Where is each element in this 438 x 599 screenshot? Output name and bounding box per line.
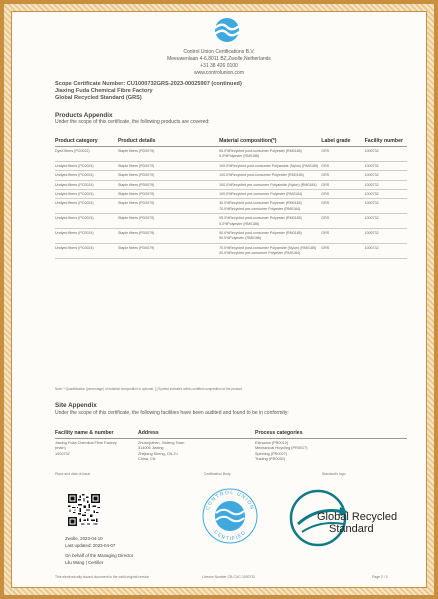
standard-name: Global Recycled Standard (GRS) — [55, 95, 142, 101]
certifier: Lilu Wang | Certifier — [65, 560, 104, 565]
composition-line: 95.0%Recycled post-consumer Polyester (RM0185) — [219, 216, 302, 221]
process-item: Spinning (PR0027) — [255, 451, 288, 456]
product-row — [55, 161, 407, 170]
label-grade-cell: GRS — [321, 180, 364, 189]
composition-line: 95.0%Recycled post-consumer Polyester (RM0185) — [219, 149, 302, 153]
product-row — [55, 171, 407, 180]
col-label-grade: Label grade — [321, 137, 364, 147]
material-composition-cell — [219, 180, 321, 189]
standards-logo-label: Standard's logo — [322, 472, 346, 476]
address-line: 314005 Jiaxing — [138, 446, 164, 451]
product-details-cell: Staple fibers (PD0079) — [118, 214, 219, 229]
composition-line: 100.0%Recycled pre-consumer Polyamide (Nylon) (RM0184) — [219, 182, 317, 187]
col-material-composition: Material composition(*) — [219, 137, 321, 147]
site-row — [55, 439, 407, 464]
product-row — [55, 214, 407, 229]
facility-number-cell: 1000732 — [365, 171, 407, 180]
cu-seal-bottom-text: CERTIFIED — [212, 529, 248, 543]
facility-number-cell: 1000732 — [365, 190, 407, 199]
product-category-cell: Undyed fibers (PC0024) — [55, 171, 118, 180]
label-grade-cell: GRS — [321, 243, 364, 258]
composition-line: 50.0%Recycled post-consumer Polyester (RM0185) — [219, 231, 302, 236]
process-item: Extrusion (PR0010) — [255, 441, 289, 445]
company-name: Jiaxing Fuda Chemical Fibre Factory — [55, 88, 153, 94]
col-address: Address — [138, 429, 255, 439]
facility-main: (main) — [55, 446, 66, 451]
facility-number-cell: 1000732 — [365, 243, 407, 258]
cu-seal-top-text: CONTROL UNION — [204, 489, 256, 512]
product-details-cell: Staple fibers (PD0079) — [118, 180, 219, 189]
last-updated: Last updated: 2023-04-07 — [65, 543, 116, 548]
product-details-cell: Staple fibers (PD0079) — [118, 161, 219, 170]
products-appendix-subtitle: Under the scope of this certificate, the following products are covered: — [55, 119, 210, 125]
product-category-cell: Undyed fibers (PC0024) — [55, 199, 118, 214]
products-table-header — [55, 137, 407, 147]
composition-line: 100.0%Recycled post-consumer Polyester (RM0185) — [219, 173, 304, 178]
control-union-certified-seal-icon — [200, 482, 260, 550]
material-composition-cell — [219, 199, 321, 214]
label-grade-cell: GRS — [321, 190, 364, 199]
site-appendix-title: Site Appendix — [55, 402, 97, 409]
grs-logo-line-1: Global Recycled — [317, 511, 398, 523]
product-row — [55, 190, 407, 199]
facility-number-cell: 1000732 — [365, 214, 407, 229]
certification-body-label: Certification Body — [204, 472, 231, 476]
site-table-header — [55, 429, 407, 439]
facility-name-cell — [55, 439, 138, 464]
org-phone: +31 38 426 0100 — [200, 63, 238, 69]
material-composition-cell — [219, 214, 321, 229]
product-category-cell: Undyed fibers (PC0024) — [55, 229, 118, 244]
material-composition-cell — [219, 229, 321, 244]
label-grade-cell: GRS — [321, 171, 364, 180]
site-table — [55, 429, 407, 464]
composition-line: 50.0%Polyester (RM0186) — [219, 236, 262, 241]
product-row — [55, 243, 407, 258]
facility-name: Jiaxing Fuda Chemical Fibre Factory — [55, 441, 117, 445]
product-details-cell: Staple fibers (PD0079) — [118, 243, 219, 258]
col-facility-number: Facility number — [365, 137, 407, 147]
products-appendix-title: Products Appendix — [55, 112, 113, 119]
material-composition-cell — [219, 161, 321, 170]
address-line: Zhuxinjiahen, Xinfeng Town — [138, 441, 185, 445]
process-item: Trading (PR0030) — [255, 457, 286, 462]
composition-line: 70.0%Recycled pre-consumer Polyester (RM0184) — [219, 206, 301, 211]
col-product-category: Product category — [55, 137, 118, 147]
global-recycled-standard-logo — [288, 488, 400, 548]
org-website: www.controlunion.com — [193, 70, 245, 76]
material-composition-cell — [219, 171, 321, 180]
process-item: Mechanical recycling (PR0017) — [255, 446, 308, 451]
composition-line: 30.0%Recycled pre-consumer Polyester (RM0184) — [219, 251, 301, 256]
col-process-categories: Process categories — [255, 429, 407, 439]
license-number: License Number CB-CUC-1000732 — [202, 575, 256, 579]
material-composition-cell — [219, 243, 321, 258]
product-details-cell: Staple fibers (PD0079) — [118, 229, 219, 244]
product-category-cell: Undyed fibers (PC0024) — [55, 214, 118, 229]
grs-logo-line-2: Standard — [329, 523, 374, 535]
composition-line: 5.0%Polyester (RM0186) — [219, 221, 260, 226]
product-row — [55, 180, 407, 189]
product-details-cell: Staple fibers (PD0079) — [118, 147, 219, 162]
process-cell — [255, 439, 407, 464]
product-category-cell: Undyed fibers (PC0024) — [55, 190, 118, 199]
product-row — [55, 199, 407, 214]
product-category-cell: Dyed fibers (PC0022) — [55, 147, 118, 162]
product-row — [55, 229, 407, 244]
product-category-cell: Undyed fibers (PC0024) — [55, 161, 118, 170]
product-row — [55, 147, 407, 162]
col-product-details: Product details — [118, 137, 219, 147]
on-behalf: On behalf of the Managing Director — [65, 553, 134, 558]
label-grade-cell: GRS — [321, 199, 364, 214]
composition-line: 70.0%Recycled post-consumer Polyamide (Nylon) (RM0185) — [219, 245, 317, 250]
material-composition-cell — [219, 147, 321, 162]
product-details-cell: Staple fibers (PD0079) — [118, 190, 219, 199]
site-appendix-subtitle: Under the scope of this certificate, the following facilities have been audited and found to be in conformity: — [55, 410, 289, 416]
products-table — [55, 137, 407, 259]
product-details-cell: Staple fibers (PD0079) — [118, 171, 219, 180]
product-category-cell: Undyed fibers (PC0024) — [55, 243, 118, 258]
products-note: Note: * Quantification (percentage) of material composition is optional; [ ] Symbol indicates within-certified composition of the product. — [55, 387, 243, 391]
page-number: Page 2 / 3 — [372, 575, 388, 579]
facility-number-cell: 1000732 — [365, 199, 407, 214]
material-composition-cell — [219, 190, 321, 199]
product-details-cell: Staple fibers (PD0079) — [118, 199, 219, 214]
col-facility-name: Facility name & number — [55, 429, 138, 439]
facility-number: 1000732 — [55, 451, 70, 456]
place-date: Zwolle, 2023-04-10 — [65, 536, 103, 541]
address-line: Zhejiang Sheng, CN-ZJ — [138, 451, 178, 456]
electronic-note: This electronically issued document is the valid original version — [55, 575, 150, 579]
address-line: China, CN — [138, 457, 156, 462]
facility-number-cell: 1000732 — [365, 229, 407, 244]
product-category-cell: Undyed fibers (PC0024) — [55, 180, 118, 189]
facility-number-cell: 1000732 — [365, 147, 407, 162]
facility-number-cell: 1000732 — [365, 161, 407, 170]
label-grade-cell: GRS — [321, 214, 364, 229]
scope-certificate-number: Scope Certificate Number: CU1000732GRS-2023-00025907 (continued) — [55, 81, 242, 87]
org-name: Control Union Certifications B.V. — [183, 49, 255, 55]
address-cell — [138, 439, 255, 464]
org-address: Meeuwenlaan 4-6,8011 BZ,Zwolle,Netherlands — [167, 56, 271, 62]
qr-code-icon — [68, 494, 100, 526]
composition-line: 30.0%Recycled post-consumer Polyester (RM0185) — [219, 201, 302, 206]
label-grade-cell: GRS — [321, 161, 364, 170]
facility-number-cell: 1000732 — [365, 180, 407, 189]
control-union-icon — [212, 15, 242, 45]
place-date-label: Place and date of issue — [55, 472, 91, 476]
certificate-page — [11, 11, 427, 588]
composition-line: 100.0%Recycled post-consumer Polyamide (Nylon) (RM0185) — [219, 163, 319, 168]
label-grade-cell: GRS — [321, 229, 364, 244]
composition-line: 5.0%Polyester (RM0186) — [219, 154, 260, 159]
composition-line: 100.0%Recycled pre-consumer Polyester (RM0184) — [219, 192, 303, 197]
label-grade-cell: GRS — [321, 147, 364, 162]
